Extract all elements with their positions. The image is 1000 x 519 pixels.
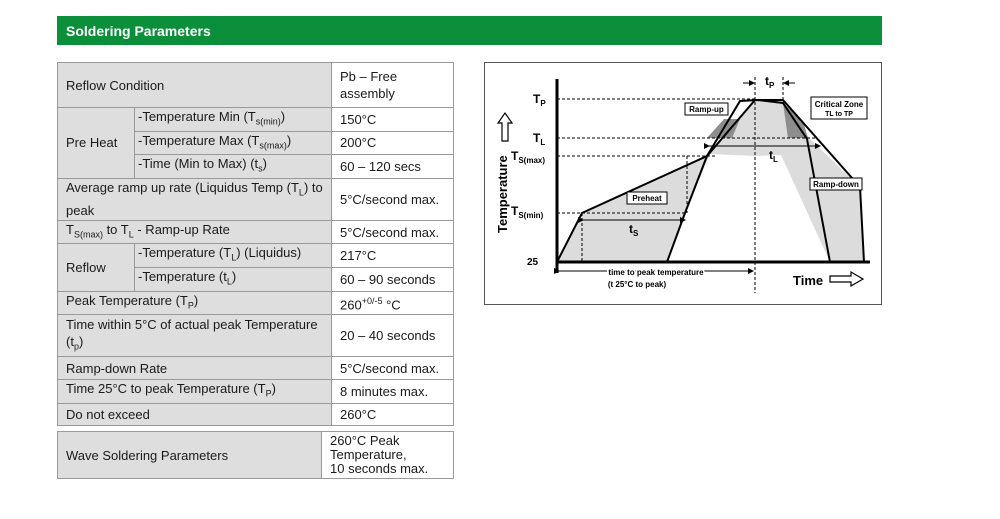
group-label-reflow: Reflow [58, 244, 135, 291]
row-value: 5°C/second max. [331, 178, 453, 220]
group-label-pre-heat: Pre Heat [58, 108, 135, 179]
label-tp-time: $t_P$ [765, 74, 775, 90]
table-row [58, 291, 454, 315]
row-label: Time within 5°C of actual peak Temperature $(t_p)$ [58, 315, 332, 357]
row-value: Pb – Free assembly [331, 63, 453, 108]
table-row [58, 315, 454, 357]
row-value: 260°C Peak Temperature, 10 seconds max. [322, 432, 454, 479]
box-ramp-up: Ramp-up [689, 105, 724, 114]
row-value: 5°C/second max. [331, 220, 453, 244]
row-label: Wave Soldering Parameters [58, 432, 322, 479]
reflow-profile-diagram [484, 62, 882, 305]
row-label: -Temperature Max $(T_{s(max)})$ [135, 131, 332, 155]
wave-soldering-table [57, 431, 454, 479]
label-25: 25 [527, 257, 539, 268]
label-tsmax: $T_{S(max)}$ [511, 149, 546, 165]
row-label: Do not exceed [58, 403, 332, 425]
row-label: Peak Temperature $(T_P)$ [58, 291, 332, 315]
table-row [58, 220, 454, 244]
table-row [58, 178, 454, 220]
table-row [58, 357, 454, 380]
table-row [58, 63, 454, 108]
row-value: 8 minutes max. [331, 380, 453, 404]
row-value: 200°C [331, 131, 453, 155]
section-header [57, 16, 882, 45]
row-label: Ramp-down Rate [58, 357, 332, 380]
soldering-parameters-table [57, 62, 454, 426]
box-ramp-down: Ramp-down [813, 180, 859, 189]
row-value: 20 – 40 seconds [331, 315, 453, 357]
row-label: Time 25°C to peak Temperature $(T_P)$ [58, 380, 332, 404]
row-value: 5°C/second max. [331, 357, 453, 380]
box-preheat: Preheat [632, 194, 662, 203]
row-label: $T_{S(max)}$ to $T_L$ - Ramp-up Rate [58, 220, 332, 244]
table-row [58, 403, 454, 425]
box-critical-zone: Critical Zone [814, 100, 864, 109]
time-to-peak-label: time to peak temperature [608, 268, 704, 277]
row-label: Average ramp up rate (Liquidus Temp $(T_L)$ to peak [58, 178, 332, 220]
section-title: Soldering Parameters [66, 23, 211, 39]
row-value: $260^{+0/-5}$ °C [331, 291, 453, 315]
label-tl-time: $t_L$ [769, 148, 778, 164]
row-value: 260°C [331, 403, 453, 425]
row-label: -Time (Min to Max) $(t_s)$ [135, 155, 332, 179]
label-ts-time: $t_S$ [629, 222, 639, 238]
x-axis-label: Time [793, 273, 824, 288]
row-value: 150°C [331, 108, 453, 132]
label-tsmin: $T_{S(min)}$ [511, 204, 544, 220]
row-value: 60 – 90 seconds [331, 267, 453, 291]
table-row [58, 244, 454, 268]
time-to-peak-sub: (t 25°C to peak) [607, 280, 667, 289]
row-label: -Temperature $(t_L)$ [135, 267, 332, 291]
y-axis-label: Temperature [495, 155, 510, 233]
box-critical-zone-sub: TL to TP [825, 111, 853, 118]
table-row [58, 108, 454, 132]
label-tp: $T_P$ [533, 92, 546, 108]
table-row [58, 380, 454, 404]
table-row [58, 432, 454, 479]
row-label: Reflow Condition [58, 63, 332, 108]
row-label: -Temperature Min $(T_{s(min)})$ [135, 108, 332, 132]
row-label: -Temperature $(T_L)$ (Liquidus) [135, 244, 332, 268]
row-value: 60 – 120 secs [331, 155, 453, 179]
x-axis-arrow-icon [830, 272, 863, 286]
label-tl: $T_L$ [533, 131, 546, 147]
reflow-profile-svg [485, 63, 883, 306]
row-value: 217°C [331, 244, 453, 268]
y-axis-arrow-icon [498, 113, 512, 141]
